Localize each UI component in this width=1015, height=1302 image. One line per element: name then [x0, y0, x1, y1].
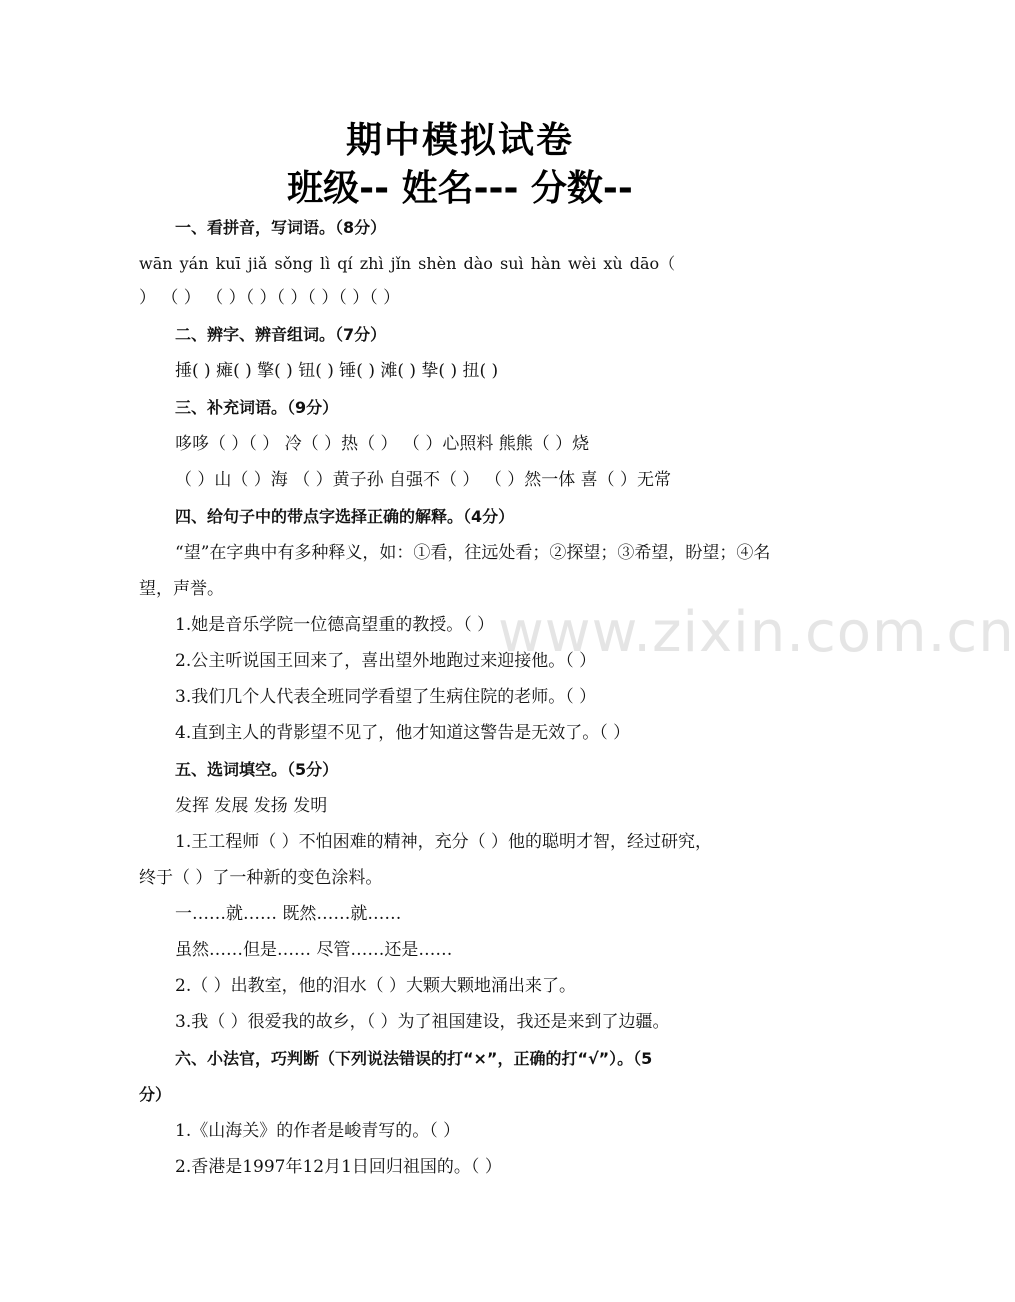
question-5-1-cont: 终于（ ）了一种新的变色涂料。 — [139, 868, 383, 888]
definition-intro-cont: 望，声誉。 — [139, 579, 224, 599]
question-4-4: 4.直到主人的背影望不见了，他才知道这警告是无效了。（ ） — [175, 723, 631, 743]
section-1-heading: 一、看拼音，写词语。（8分） — [175, 218, 387, 237]
page-title: 期中模拟试卷 — [345, 120, 574, 161]
section-4-heading: 四、给句子中的带点字选择正确的解释。（4分） — [175, 507, 515, 526]
question-5-1: 1.王工程师（ ）不怕困难的精神，充分（ ）他的聪明才智，经过研究， — [175, 832, 713, 852]
section-2-heading: 二、辨字、辨音组词。（7分） — [175, 325, 387, 344]
conjunction-pair-1: 一……就…… 既然……就…… — [175, 904, 402, 924]
idiom-line-1: 哆哆（ ）（ ） 冷（ ）热（ ） （ ）心照料 熊熊（ ）烧 — [175, 434, 590, 454]
pinyin-line: wān yán kuī jiǎ sǒng lì qí zhì jǐn shèn dào suì hàn wèi xù dāo（ — [139, 254, 676, 273]
section-5-heading: 五、选词填空。（5分） — [175, 760, 339, 779]
question-4-3: 3.我们几个人代表全班同学看望了生病住院的老师。（ ） — [175, 687, 597, 707]
section-6-heading: 六、小法官，巧判断（下列说法错误的打“×”，正确的打“√”）。（5 — [175, 1049, 653, 1068]
section-3-heading: 三、补充词语。（9分） — [175, 398, 339, 417]
watermark: www.zixin.com.cn — [498, 600, 1015, 665]
char-group-line: 捶( ) 瘫( ) 擎( ) 钮( ) 锤( ) 滩( ) 挚( ) 扭( ) — [175, 361, 499, 381]
conjunction-pair-2: 虽然……但是…… 尽管……还是…… — [175, 940, 453, 960]
word-choices: 发挥 发展 发扬 发明 — [175, 796, 328, 816]
question-4-1: 1.她是音乐学院一位德高望重的教授。（ ） — [175, 615, 495, 635]
question-5-3: 3.我（ ）很爱我的故乡，（ ）为了祖国建设，我还是来到了边疆。 — [175, 1012, 670, 1032]
pinyin-answer-blanks: ） （ ） （ ）（ ）（ ）（ ）（ ）（ ） — [139, 288, 401, 308]
section-6-heading-cont: 分） — [139, 1085, 172, 1104]
definition-intro: “望”在字典中有多种释义，如：①看，往远处看；②探望；③希望，盼望；④名 — [175, 543, 771, 563]
question-6-1: 1.《山海关》的作者是峻青写的。（ ） — [175, 1121, 461, 1141]
student-info-line: 班级-- 姓名--- 分数-- — [287, 168, 633, 209]
question-5-2: 2.（ ）出教室，他的泪水（ ）大颗大颗地涌出来了。 — [175, 976, 577, 996]
question-6-2: 2.香港是1997年12月1日回归祖国的。（ ） — [175, 1157, 502, 1177]
idiom-line-2: （ ）山（ ）海 （ ）黄子孙 自强不（ ） （ ）然一体 喜（ ）无常 — [175, 470, 672, 490]
question-4-2: 2.公主听说国王回来了，喜出望外地跑过来迎接他。（ ） — [175, 651, 597, 671]
